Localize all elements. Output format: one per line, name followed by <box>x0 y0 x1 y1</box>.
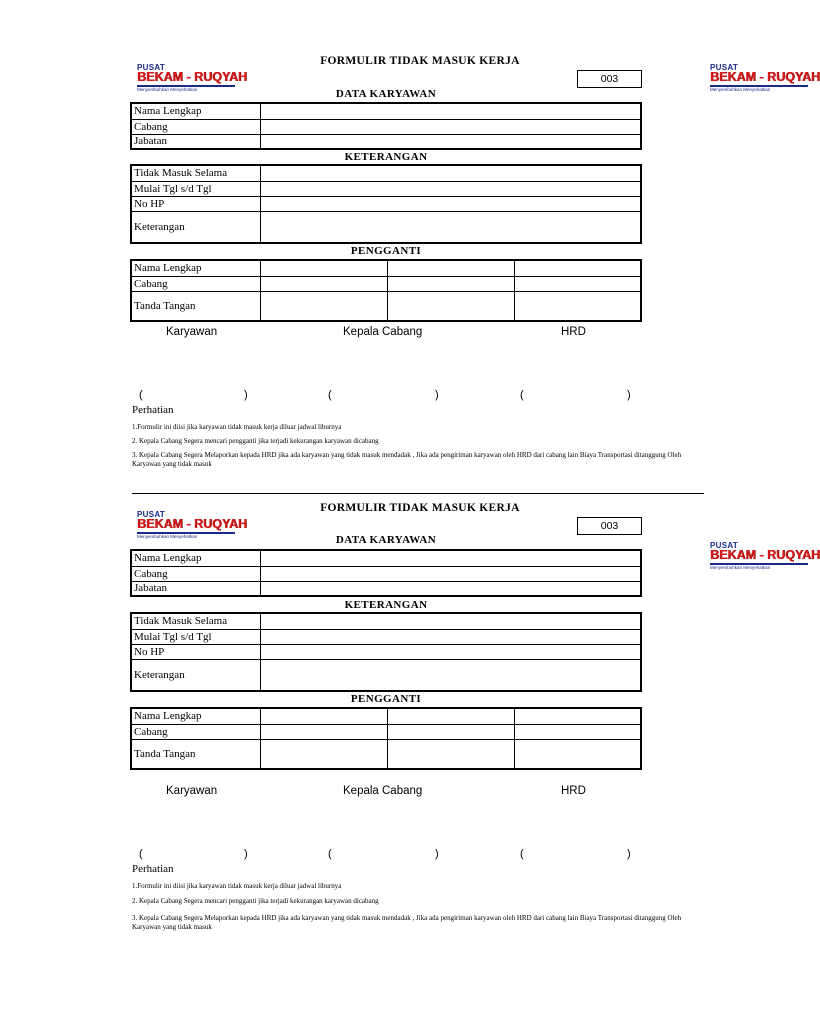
field-jabatan[interactable] <box>261 134 642 149</box>
signature-open-paren: ( <box>139 389 143 401</box>
signature-close-paren: ) <box>627 848 631 860</box>
label-keterangan: Keterangan <box>131 659 261 691</box>
signature-close-paren: ) <box>244 389 248 401</box>
note-3: 3. Kepala Cabang Segera Melaporkan kepada HRD jika ada karyawan yang tidak masuk mendadak , Jika ada pengiriman karyawan oleh HRD dari cabang lain Biaya Transportasi ditanggung Oleh Karyawan yang tidak masuk <box>132 451 682 468</box>
label-tanda-tangan: Tanda Tangan <box>131 291 261 321</box>
label-cabang: Cabang <box>131 119 261 134</box>
form-number: 003 <box>577 70 642 88</box>
employee-table <box>130 102 642 150</box>
field-no-hp[interactable] <box>261 196 642 211</box>
employee-table <box>130 549 642 597</box>
signature-open-paren: ( <box>328 848 332 860</box>
field-mulai-tgl[interactable] <box>261 181 642 196</box>
replacement-table <box>130 259 642 322</box>
label-nama-lengkap: Nama Lengkap <box>131 103 261 119</box>
signatory-kepala-cabang: Kepala Cabang <box>343 785 423 797</box>
label-tidak-masuk-selama: Tidak Masuk Selama <box>131 613 261 629</box>
signatory-karyawan: Karyawan <box>166 326 218 338</box>
absence-detail-table <box>130 612 642 692</box>
label-jabatan: Jabatan <box>131 581 261 596</box>
signature-open-paren: ( <box>520 389 524 401</box>
absence-form-2 <box>0 449 820 931</box>
company-logo: PUSAT BEKAM - RUQYAH Menyembuhkan Menyehatkan <box>137 510 247 539</box>
label-tanda-tangan: Tanda Tangan <box>131 739 261 769</box>
field-nama-lengkap[interactable] <box>261 550 642 566</box>
signature-open-paren: ( <box>520 848 524 860</box>
field-keterangan[interactable] <box>261 659 642 691</box>
replacement-table <box>130 707 642 770</box>
field-cabang[interactable] <box>261 119 642 134</box>
signature-close-paren: ) <box>244 848 248 860</box>
section-pengganti: PENGGANTI <box>350 245 422 257</box>
section-pengganti: PENGGANTI <box>350 693 422 705</box>
label-tidak-masuk-selama: Tidak Masuk Selama <box>131 165 261 181</box>
note-1: 1.Formulir ini diisi jika karyawan tidak masuk kerja diluar jadwal liburnya <box>132 423 342 431</box>
form-number: 003 <box>577 517 642 535</box>
company-logo-right: PUSAT BEKAM - RUQYAH Menyembuhkan Menyehatkan <box>710 63 820 92</box>
signature-close-paren: ) <box>435 848 439 860</box>
label-pengganti-nama: Nama Lengkap <box>131 260 261 276</box>
label-keterangan: Keterangan <box>131 211 261 243</box>
section-keterangan: KETERANGAN <box>344 151 428 163</box>
absence-form-1 <box>0 0 820 470</box>
label-jabatan: Jabatan <box>131 134 261 149</box>
signature-close-paren: ) <box>435 389 439 401</box>
note-1: 1.Formulir ini diisi jika karyawan tidak masuk kerja diluar jadwal liburnya <box>132 882 342 890</box>
form-title: FORMULIR TIDAK MASUK KERJA <box>320 55 520 67</box>
label-pengganti-cabang: Cabang <box>131 724 261 739</box>
section-data-karyawan: DATA KARYAWAN <box>335 534 437 546</box>
field-cabang[interactable] <box>261 566 642 581</box>
signature-close-paren: ) <box>627 389 631 401</box>
label-mulai-tgl: Mulai Tgl s/d Tgl <box>131 629 261 644</box>
company-logo-right: PUSAT BEKAM - RUQYAH Menyembuhkan Menyehatkan <box>710 541 820 570</box>
absence-detail-table <box>130 164 642 244</box>
signature-open-paren: ( <box>139 848 143 860</box>
label-no-hp: No HP <box>131 644 261 659</box>
company-logo: PUSAT BEKAM - RUQYAH Menyembuhkan Menyehatkan <box>137 63 247 92</box>
section-data-karyawan: DATA KARYAWAN <box>335 88 437 100</box>
note-3: 3. Kepala Cabang Segera Melaporkan kepada HRD jika ada karyawan yang tidak masuk mendadak , Jika ada pengiriman karyawan oleh HRD dari cabang lain Biaya Transportasi ditanggung Oleh Karyawan yang tidak masuk <box>132 914 682 931</box>
label-pengganti-cabang: Cabang <box>131 276 261 291</box>
signatory-karyawan: Karyawan <box>166 785 218 797</box>
label-cabang: Cabang <box>131 566 261 581</box>
signatory-kepala-cabang: Kepala Cabang <box>343 326 423 338</box>
note-2: 2. Kepala Cabang Segera mencari pengganti jika terjadi kekurangan karyawan dicabang <box>132 437 379 445</box>
notes-heading: Perhatian <box>132 863 174 875</box>
field-no-hp[interactable] <box>261 644 642 659</box>
label-no-hp: No HP <box>131 196 261 211</box>
field-tidak-masuk-selama[interactable] <box>261 165 642 181</box>
field-jabatan[interactable] <box>261 581 642 596</box>
form-title: FORMULIR TIDAK MASUK KERJA <box>320 502 520 514</box>
field-mulai-tgl[interactable] <box>261 629 642 644</box>
section-keterangan: KETERANGAN <box>344 599 428 611</box>
note-2: 2. Kepala Cabang Segera mencari pengganti jika terjadi kekurangan karyawan dicabang <box>132 897 379 905</box>
field-keterangan[interactable] <box>261 211 642 243</box>
signatory-hrd: HRD <box>561 326 586 338</box>
label-pengganti-nama: Nama Lengkap <box>131 708 261 724</box>
label-nama-lengkap: Nama Lengkap <box>131 550 261 566</box>
notes-heading: Perhatian <box>132 404 174 416</box>
signatory-hrd: HRD <box>561 785 586 797</box>
field-tidak-masuk-selama[interactable] <box>261 613 642 629</box>
signature-open-paren: ( <box>328 389 332 401</box>
label-mulai-tgl: Mulai Tgl s/d Tgl <box>131 181 261 196</box>
field-nama-lengkap[interactable] <box>261 103 642 119</box>
